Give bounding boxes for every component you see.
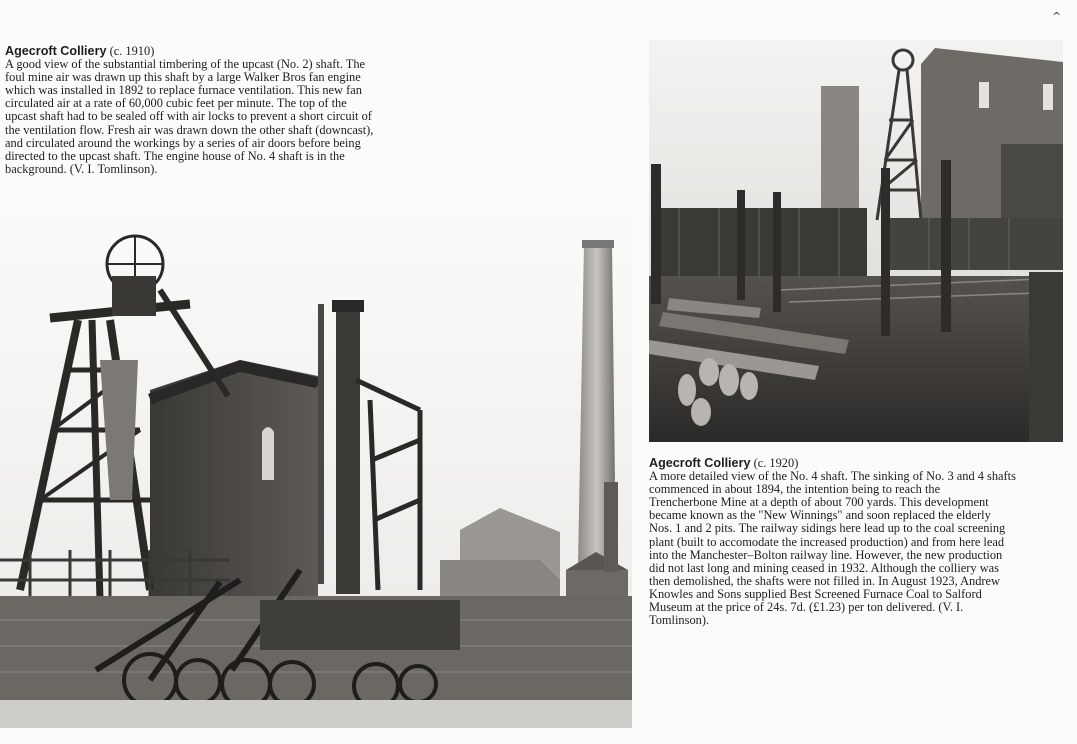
caption-line: Nos. 1 and 2 pits. The railway sidings here lead up to the coal screening [649, 521, 1006, 536]
caption-line: circulated air at a rate of 60,000 cubic feet per minute. The top of the [5, 96, 347, 111]
caption-line: into the Manchester–Bolton railway line. However, the new production [649, 547, 1003, 562]
caption-title: Agecroft Colliery [5, 44, 107, 58]
caption-line: plant (built to accomodate the increased production) and from here lead [649, 534, 1005, 549]
caption-line: background. (V. I. Tomlinson). [5, 161, 158, 176]
caption-line: Tomlinson). [649, 613, 710, 628]
corner-mark: ^ [1052, 10, 1062, 23]
caption-line: and circulated around the workings by a series of air doors before being [5, 135, 361, 150]
caption-line: A more detailed view of the No. 4 shaft. The sinking of No. 3 and 4 shafts [649, 469, 1016, 484]
photo-no4-shaft [649, 40, 1063, 442]
caption-line: Knowles and Sons supplied Best Screened Furnace Coal to Salford [649, 586, 982, 601]
caption-line: became known as the "New Winnings" and soon replaced the elderly [649, 508, 991, 523]
caption-line: did not last long and mining ceased in 1932. Although the colliery was [649, 560, 999, 575]
caption-line: Museum at the price of 24s. 7d. (£1.23) per ton delivered. (V. I. [649, 600, 964, 615]
caption-line: the ventilation flow. Fresh air was drawn down the other shaft (downcast), [5, 122, 374, 137]
caption-no4-shaft [649, 457, 1069, 627]
caption-line: foul mine air was drawn up this shaft by a large Walker Bros fan engine [5, 70, 361, 85]
caption-title: Agecroft Colliery [649, 456, 751, 470]
photo-upcast-shaft [0, 200, 632, 728]
caption-line: directed to the upcast shaft. The engine house of No. 4 shaft is in the [5, 148, 345, 163]
caption-line: commenced in about 1894, the intention being to reach the [649, 482, 941, 497]
caption-line: upcast shaft had to be sealed off with air locks to prevent a short circuit of [5, 109, 372, 124]
caption-upcast-shaft [5, 45, 425, 176]
caption-line: A good view of the substantial timbering of the upcast (No. 2) shaft. The [5, 57, 366, 72]
caption-line: Trencherbone Mine at a depth of about 700 yards. This development [649, 495, 989, 510]
caption-line: which was installed in 1892 to replace furnace ventilation. This new fan [5, 83, 362, 98]
caption-line: then demolished, the shafts were not filled in. In August 1923, Andrew [649, 573, 1001, 588]
caption-date: (c. 1920) [753, 456, 799, 470]
caption-date: (c. 1910) [109, 44, 155, 58]
